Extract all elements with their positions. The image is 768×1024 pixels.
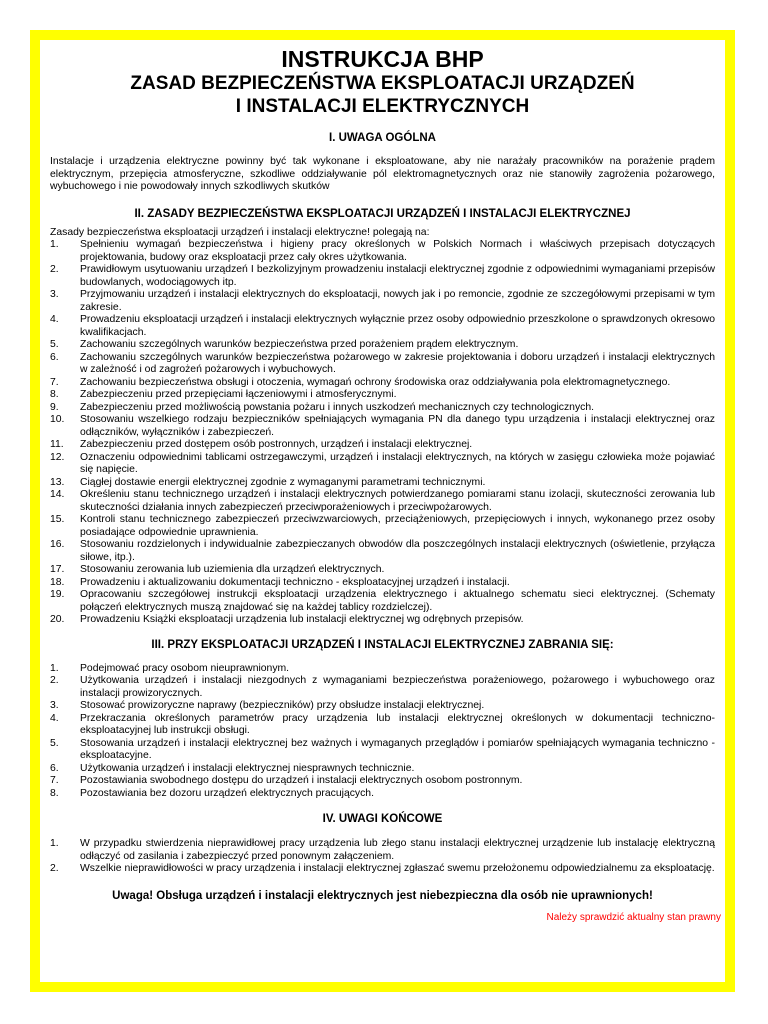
item-text: Prowadzeniu Książki eksploatacji urządzenia lub instalacji elektrycznej wg odrębnych przepisów.	[80, 614, 524, 625]
section2-item	[50, 414, 715, 439]
section2-item	[50, 389, 715, 402]
item-text: Zabezpieczeniu przed możliwością powstania pożaru i innych uszkodzeń mechanicznych czy technologicznych.	[80, 401, 595, 413]
section2-item	[50, 514, 715, 539]
warning-text: Uwaga! Obsługa urządzeń i instalacji elektrycznych jest niebezpieczna dla osób nie uprawnionych!	[112, 889, 653, 902]
instruction-sheet	[30, 30, 735, 992]
item-number: 8.	[50, 389, 59, 400]
document-title: INSTRUKCJA BHP	[281, 46, 484, 72]
section2-item	[50, 489, 715, 514]
item-text: Zachowaniu bezpieczeństwa obsługi i otoczenia, wymagań ochrony środowiska oraz oddziaływania pola elektromagnetycznego.	[80, 376, 671, 388]
item-number: 11.	[50, 439, 64, 450]
section3-item	[50, 763, 715, 776]
item-number: 2.	[50, 264, 59, 275]
section2-item	[50, 577, 715, 590]
section2-heading: II. ZASADY BEZPIECZEŃSTWA EKSPLOATACJI URZĄDZEŃ I INSTALACJI ELEKTRYCZNEJ	[134, 207, 631, 220]
item-text: Podejmować pracy osobom nieuprawnionym.	[80, 662, 290, 674]
document-subtitle-line2: I INSTALACJI ELEKTRYCZNYCH	[235, 96, 530, 117]
section3-list	[50, 663, 715, 801]
item-text: Oznaczeniu odpowiednimi tablicami ostrzegawczymi, urządzeń i instalacji elektrycznych, na których w zasięgu człowieka może pojawiać się napięcie.	[80, 451, 715, 475]
item-number: 6.	[50, 351, 59, 363]
item-number: 3.	[50, 700, 59, 711]
legal-note: Należy sprawdzić aktualny stan prawny	[546, 911, 721, 923]
section2-item	[50, 402, 715, 415]
section2-item	[50, 589, 715, 614]
item-number: 5.	[50, 737, 59, 749]
item-text: Stosowaniu wszelkiego rodzaju bezpieczników spełniających wymagania PN dla danego typu urządzenia i instalacji elektrycznej oraz odłączników, wyłączników i zabezpieczeń.	[80, 414, 715, 438]
section3-heading: III. PRZY EKSPLOATACJI URZĄDZEŃ I INSTALACJI ELEKTRYCZNEJ ZABRANIA SIĘ:	[151, 638, 614, 651]
section2-item	[50, 339, 715, 352]
section2-item	[50, 477, 715, 490]
section1-text: Instalacje i urządzenia elektryczne powinny być tak wykonane i eksploatowane, aby nie narażały pracowników na porażenie prądem elektrycznym, przepięcia atmosferyczne, szkodliwe oddziaływanie pól elektromagnetycznych oraz nie stanowiły zagrożenia pożarowego, wybuchowego i nie powodowały innych szkodliwych skutków	[50, 156, 715, 192]
item-text: Wszelkie nieprawidłowości w pracy urządzenia i instalacji elektrycznej zgłaszać swemu przełożonemu odpowiedzialnemu za eksploatację.	[80, 863, 715, 874]
item-text: Zachowaniu szczególnych warunków bezpieczeństwa pożarowego w zakresie projektowania i doboru urządzeń i instalacji elektrycznych w zależność i od zagrożeń pożarowych i wybuchowych.	[80, 351, 715, 375]
section2-item	[50, 539, 715, 564]
item-number: 3.	[50, 289, 59, 300]
section3-item	[50, 675, 715, 700]
item-text: Spełnieniu wymagań bezpieczeństwa i higieny pracy określonych w Polskich Normach i właściwych przepisach dotyczących projektowania, budowy oraz eksploatacji przez cały okres użytkowania.	[80, 239, 715, 263]
section4-item	[50, 863, 715, 876]
section3-item	[50, 713, 715, 738]
section2-item	[50, 264, 715, 289]
section2-item	[50, 314, 715, 339]
section3-item	[50, 788, 715, 801]
item-number: 19.	[50, 589, 65, 600]
section2-intro: Zasady bezpieczeństwa eksploatacji urządzeń i instalacji elektryczne! polegają na:	[50, 226, 430, 238]
item-number: 5.	[50, 339, 59, 350]
item-number: 9.	[50, 401, 59, 413]
section2-list	[50, 239, 715, 627]
section4-heading: IV. UWAGI KOŃCOWE	[322, 813, 443, 825]
item-number: 17.	[50, 564, 65, 575]
item-number: 1.	[50, 239, 59, 250]
item-text: Opracowaniu szczegółowej instrukcji eksploatacji urządzenia elektrycznego i aktualnego schematu sieci elektrycznej. (Schematy połączeń elektrycznych muszą znajdować się na każdej tablicy rozdzielczej).	[80, 589, 715, 613]
section3-item	[50, 663, 715, 676]
item-text: Ciągłej dostawie energii elektrycznej zgodnie z wymaganymi parametrami technicznymi.	[80, 476, 486, 488]
item-number: 12.	[50, 451, 65, 463]
item-text: Określeniu stanu technicznego urządzeń i instalacji elektrycznych potwierdzanego pomiarami stanu izolacji, skuteczności zerowania lub skuteczności działania innych zabezpieczeń przeciwporażeniowych i przeciwpożarowych.	[80, 489, 715, 513]
item-text: Użytkowania urządzeń i instalacji niezgodnych z wymaganiami bezpieczeństwa porażeniowego, pożarowego i wybuchowego oraz instalacji prowizorycznych.	[80, 675, 715, 699]
document-subtitle-line1: ZASAD BEZPIECZEŃSTWA EKSPLOATACJI URZĄDZEŃ	[130, 73, 635, 94]
item-number: 4.	[50, 712, 59, 724]
section4-list	[50, 838, 715, 876]
section2-item	[50, 452, 715, 477]
section2-item	[50, 614, 715, 627]
item-text: Prawidłowym usytuowaniu urządzeń I bezkolizyjnym prowadzeniu instalacji elektrycznej zgodnie z odpowiednimi wymaganiami przepisów budowlanych, wodociągowych itp.	[80, 264, 715, 288]
item-number: 16.	[50, 539, 65, 550]
item-text: Zabezpieczeniu przed przepięciami łączeniowymi i atmosferycznymi.	[80, 389, 397, 400]
item-text: Stosowaniu zerowania lub uziemienia dla urządzeń elektrycznych.	[80, 564, 385, 575]
item-text: Użytkowania urządzeń i instalacji elektrycznej niesprawnych technicznie.	[80, 762, 415, 774]
item-text: Prowadzeniu i aktualizowaniu dokumentacji techniczno - eksploatacyjnej urządzeń i instalacji.	[80, 576, 510, 588]
item-text: Przyjmowaniu urządzeń i instalacji elektrycznych do eksploatacji, nowych jak i po remoncie, zgodnie ze szczegółowymi przepisami w tym zakresie.	[80, 289, 715, 313]
item-number: 7.	[50, 376, 59, 388]
item-number: 15.	[50, 514, 65, 525]
item-text: Kontroli stanu technicznego zabezpieczeń przeciwzwarciowych, przeciążeniowych, przepięciowych i innych, wykonanego przez osoby posiadające odpowiednie uprawnienia.	[80, 514, 715, 538]
item-text: Pozostawiania bez dozoru urządzeń elektrycznych pracujących.	[80, 787, 374, 799]
item-number: 6.	[50, 762, 59, 774]
item-number: 4.	[50, 314, 59, 325]
section2-item	[50, 377, 715, 390]
section3-item	[50, 700, 715, 713]
item-number: 20.	[50, 614, 65, 625]
item-text: Prowadzeniu eksploatacji urządzeń i instalacji elektrycznych wyłącznie przez osoby odpowiednio przeszkolone o sprawdzonych okresowo kwalifikacjach.	[80, 314, 715, 338]
item-text: Pozostawiania swobodnego dostępu do urządzeń i instalacji elektrycznych osobom postronnym.	[80, 775, 523, 786]
section2-item	[50, 239, 715, 264]
item-text: Stosować prowizoryczne naprawy (bezpieczników) przy obsłudze instalacji elektrycznej.	[80, 700, 485, 711]
item-text: Przekraczania określonych parametrów pracy urządzenia lub instalacji elektrycznej określonych w dokumentacji techniczno-eksploatacyjnej lub instrukcji obsługi.	[80, 712, 715, 736]
item-number: 10.	[50, 414, 65, 425]
item-text: Stosowaniu rozdzielonych i indywidualnie zabezpieczanych obwodów dla poszczególnych instalacji elektrycznych (oświetlenie, przyłącza siłowe, itp.).	[80, 539, 715, 563]
item-number: 2.	[50, 675, 59, 686]
section2-item	[50, 564, 715, 577]
item-number: 18.	[50, 576, 65, 588]
section2-item	[50, 289, 715, 314]
item-text: Stosowania urządzeń i instalacji elektrycznej bez ważnych i wymaganych przeglądów i pomiarów spełniających wymagania techniczno - eksploatacyjne.	[80, 737, 715, 761]
item-number: 8.	[50, 787, 59, 799]
section1-heading: I. UWAGA OGÓLNA	[329, 132, 436, 144]
item-text: Zabezpieczeniu przed dostępem osób postronnych, urządzeń i instalacji elektrycznej.	[80, 439, 473, 450]
section2-item	[50, 352, 715, 377]
item-text: W przypadku stwierdzenia nieprawidłowej pracy urządzenia lub złego stanu instalacji elektrycznej urządzenie lub instalację elektryczną odłączyć od zasilania i zabezpieczyć przed ponownym załączeniem.	[80, 838, 715, 862]
item-text: Zachowaniu szczególnych warunków bezpieczeństwa przed porażeniem prądem elektrycznym.	[80, 339, 519, 350]
item-number: 2.	[50, 863, 59, 874]
item-number: 1.	[50, 662, 59, 674]
item-number: 13.	[50, 476, 65, 488]
item-number: 14.	[50, 489, 65, 500]
item-number: 7.	[50, 775, 59, 786]
item-number: 1.	[50, 838, 59, 849]
section3-item	[50, 775, 715, 788]
section4-item	[50, 838, 715, 863]
section3-item	[50, 738, 715, 763]
section2-item	[50, 439, 715, 452]
